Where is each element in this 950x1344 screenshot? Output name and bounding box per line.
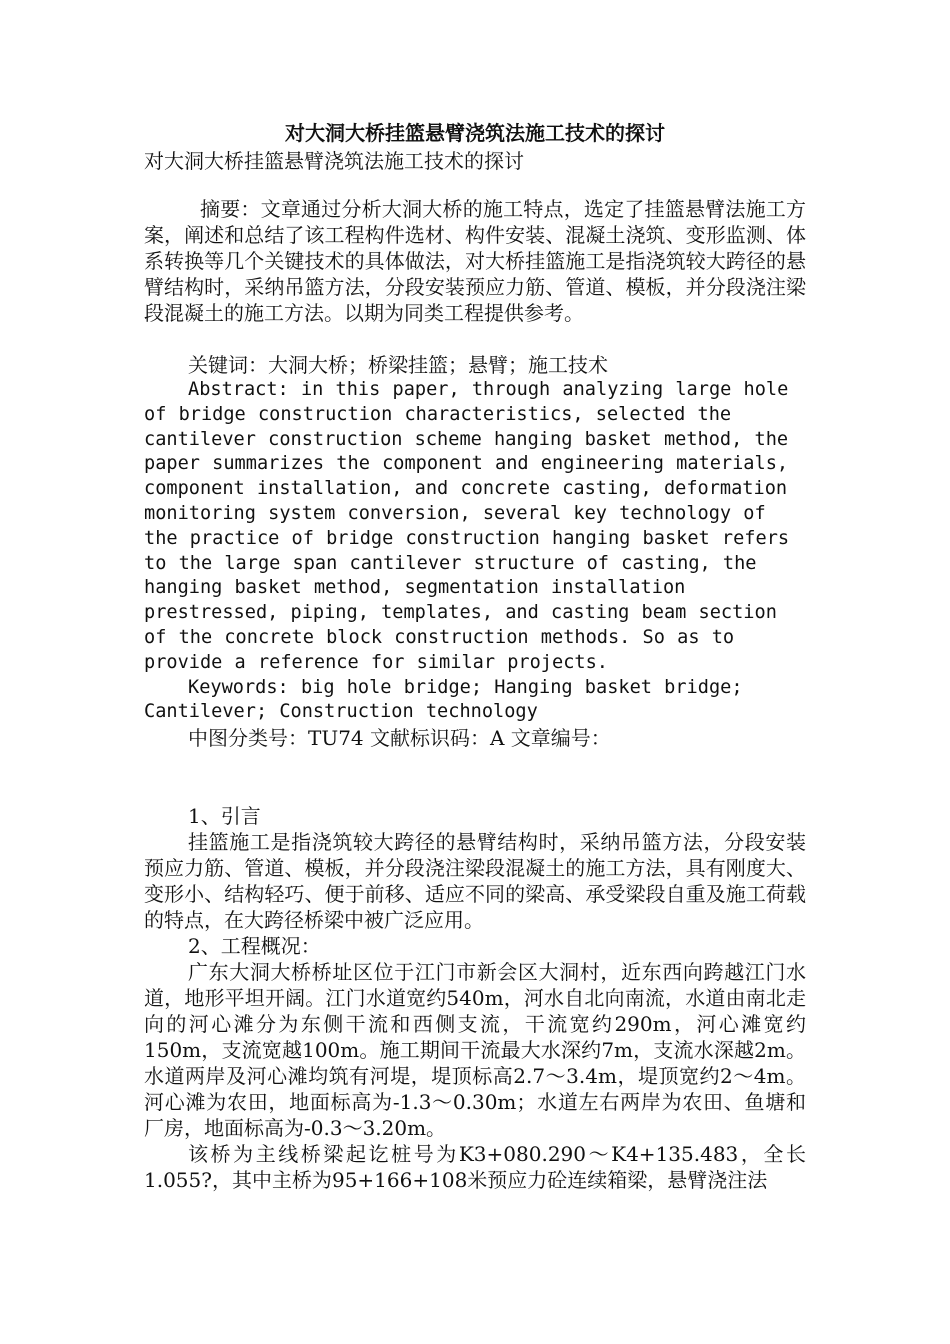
classification-line: 中图分类号：TU74 文献标识码：A 文章编号： [188, 726, 611, 751]
overview-paragraph-1: 广东大洞大桥桥址区位于江门市新会区大洞村，近东西向跨越江门水道，地形平坦开阔。江门水道宽约540m，河水自北向南流，水道由南北走向的河心滩分为东侧干流和西侧支流，干流宽约290m，河心滩宽约150m，支流宽越100m。施工期间干流最大水深约7m，支流水深越2m。水道两岸及河心滩均筑有河堤，堤顶标高2.7～3.4m，堤顶宽约2～4m。河心滩为农田，地面标高为-1.3～0.30m；水道左右两岸为农田、鱼塘和厂房，地面标高为-0.3～3.20m。 [144, 960, 806, 1141]
section-heading-introduction: 1、引言 [188, 804, 261, 829]
keywords-en: Keywords: big hole bridge; Hanging basket bridge; Cantilever; Construction technology [144, 676, 743, 723]
introduction-paragraph: 挂篮施工是指浇筑较大跨径的悬臂结构时，采纳吊篮方法，分段安装预应力筋、管道、模板，并分段浇注梁段混凝土的施工方法，具有刚度大、变形小、结构轻巧、便于前移、适应不同的梁高、承受梁段自重及施工荷载的特点，在大跨径桥梁中被广泛应用。 [144, 830, 806, 933]
document-title: 对大洞大桥挂篮悬臂浇筑法施工技术的探讨 [285, 121, 665, 145]
abstract-cn: 摘要：文章通过分析大洞大桥的施工特点，选定了挂篮悬臂法施工方案，阐述和总结了该工程构件选材、构件安装、混凝土浇筑、变形监测、体系转换等几个关键技术的具体做法，对大桥挂篮施工是指浇筑较大跨径的悬臂结构时，采纳吊篮方法，分段安装预应力筋、管道、模板，并分段浇注梁段混凝土的施工方法。以期为同类工程提供参考。 [144, 197, 806, 325]
spacer [144, 751, 806, 803]
section-heading-overview: 2、工程概况： [188, 934, 321, 959]
overview-paragraph-2: 该桥为主线桥梁起讫桩号为K3+080.290～K4+135.483，全长1.055?，其中主桥为95+166+108米预应力砼连续箱梁，悬臂浇注法 [144, 1142, 806, 1193]
spacer [144, 326, 806, 352]
abstract-en: Abstract: in this paper, through analyzing large hole of bridge construction characteristics, selected the cantilever construction scheme hanging basket method, the paper summarizes the component and engineering materials, component installation, and concrete casting, deformation monitoring system conversion, several key technology of the practice of bridge construction hanging basket refers to the large span cantilever structure of casting, the hanging basket method, segmentation installation prestressed, piping, templates, and casting beam section of the concrete block construction methods. So as to provide a reference for similar projects. [144, 379, 790, 673]
keywords-cn: 关键词：大洞大桥；桥梁挂篮；悬臂；施工技术 [188, 353, 608, 377]
document-page [144, 118, 806, 1193]
document-subtitle: 对大洞大桥挂篮悬臂浇筑法施工技术的探讨 [144, 149, 524, 173]
